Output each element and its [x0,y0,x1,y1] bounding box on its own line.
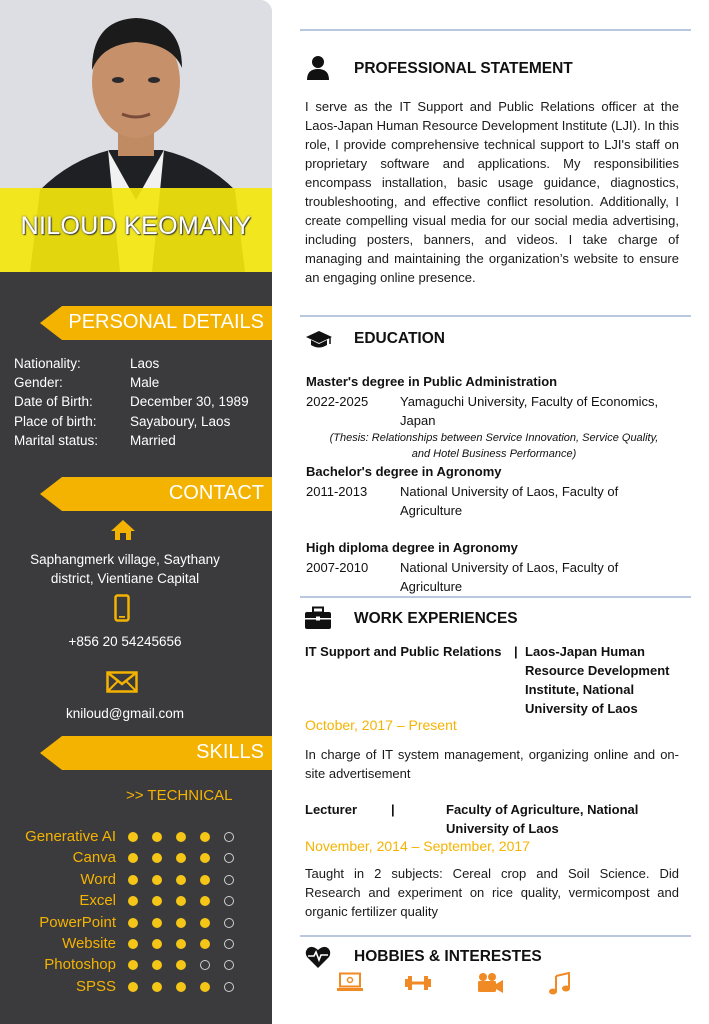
rating-dot-filled [128,853,138,863]
rating-dot-filled [152,960,162,970]
organization-line: Laos-Japan Human [525,644,645,659]
personal-details-banner [40,306,272,340]
skill-name: PowerPoint [39,913,116,931]
rating-dot-filled [128,896,138,906]
rating-dot-empty [224,918,234,928]
divider [300,596,691,598]
job2-date: November, 2014 – September, 2017 [305,838,530,854]
rating-dot-filled [152,832,162,842]
bachelor-degree-title: Bachelor's degree in Agronomy [306,464,502,479]
video-camera-icon [476,972,504,994]
skill-name: Photoshop [44,956,116,974]
job1-description: In charge of IT system management, organizing online and on-site advertisement [305,747,679,781]
skill-name: Excel [79,892,116,910]
rating-dot-filled [176,896,186,906]
personal-details-list [14,354,249,450]
skill-row [0,892,272,913]
rating-dot-filled [200,896,210,906]
organization-line: University of Laos [446,821,559,836]
skill-name: Generative AI [25,828,116,845]
detail-value: Sayaboury, Laos [130,413,231,429]
rating-dot-filled [200,832,210,842]
job2-separator: | [391,802,395,817]
contact-heading: CONTACT [168,482,264,504]
detail-value: December 30, 1989 [130,394,249,410]
detail-label: Gender: [14,375,63,391]
rating-dot-filled [200,918,210,928]
rating-dot-empty [224,853,234,863]
rating-dot-filled [176,982,186,992]
diploma-entry [306,558,690,596]
briefcase-icon [304,606,332,630]
address-line: Saphangmerk village, Saythany [30,552,220,567]
phone-number: +856 20 54245656 [68,634,182,649]
rating-dot-empty [224,982,234,992]
detail-label: Nationality: [14,356,81,371]
professional-statement-text: I serve as the IT Support and Public Relations officer at the Laos-Japan Human Resource Development Institute (LJI). In this role, I provide comprehensive technical support to LJI's staff on proprietary software and applications. My responsibilities encompass installation, basic usage guidance, diagnostics, troubleshooting, and effective conflict resolution. Additionally, I create compelling visual media for our social media advertising, including posters, banners, and videos. I take charge of managing and maintaining the organization’s website to ensure an engaging online presence. [305,99,679,285]
detail-value: Married [130,432,176,448]
skill-row [0,828,272,849]
address-text [0,550,250,588]
graduation-cap-icon [305,330,333,350]
detail-value: Laos [130,356,160,371]
home-icon [110,519,136,541]
detail-row [14,373,249,392]
job2-title: Lecturer [305,802,358,817]
professional-statement-heading: PROFESSIONAL STATEMENT [354,60,573,77]
skill-row [0,914,272,935]
rating-dot-filled [152,918,162,928]
skill-row [0,935,272,956]
rating-dot-filled [200,982,210,992]
institution-line: Agriculture [400,579,463,594]
profile-photo [0,0,272,272]
detail-label: Date of Birth: [14,394,93,410]
personal-details-heading: PERSONAL DETAILS [68,311,264,333]
rating-dot-filled [128,832,138,842]
bachelor-year: 2011-2013 [306,484,368,499]
rating-dot-empty [224,939,234,949]
rating-dot-filled [176,939,186,949]
rating-dot-empty [200,960,210,970]
detail-row [14,431,249,450]
diploma-year: 2007-2010 [306,560,369,575]
thesis-line: and Hotel Business Performance) [411,448,577,460]
institution-line: Japan [400,413,436,428]
divider [300,315,691,317]
rating-dot-filled [200,853,210,863]
skill-name: SPSS [75,977,116,995]
phone-icon [114,594,130,622]
detail-row [14,412,249,431]
rating-dot-empty [224,875,234,885]
skill-name: Website [62,935,116,952]
rating-dot-filled [152,896,162,906]
masters-degree-title: Master's degree in Public Administration [306,374,558,389]
left-sidebar [0,0,272,1024]
mail-icon [106,671,138,693]
rating-dot-empty [224,832,234,842]
skill-row [0,871,272,892]
thesis-note [306,430,682,462]
rating-dot-filled [176,960,186,970]
thesis-line: (Thesis: Relationships between Service Innovation, Service Quality, [329,432,659,444]
detail-row [14,392,249,411]
detail-label: Marital status: [14,432,99,448]
job2-organization [446,800,638,838]
job1-date: October, 2017 – Present [305,717,457,733]
job1-organization [525,642,670,718]
person-name: NILOUD KEOMANY [20,212,252,240]
institution-line: National University of Laos, Faculty of [400,560,619,575]
rating-dot-filled [128,982,138,992]
diploma-degree-title: High diploma degree in Agronomy [306,540,518,555]
rating-dot-filled [128,939,138,949]
institution-line: Agriculture [400,503,463,518]
divider [300,29,691,31]
rating-dot-empty [224,896,234,906]
rating-dot-filled [128,960,138,970]
music-note-icon [548,972,572,996]
technical-subheading: >> TECHNICAL [126,787,233,804]
rating-dot-filled [152,875,162,885]
address-line: district, Vientiane Capital [50,571,200,586]
rating-dot-filled [200,939,210,949]
heart-pulse-icon [305,945,331,969]
skills-banner [40,736,272,770]
rating-dot-filled [152,853,162,863]
detail-label: Place of birth: [14,413,97,429]
rating-dot-filled [176,875,186,885]
rating-dot-filled [176,832,186,842]
rating-dot-filled [176,918,186,928]
rating-dot-filled [200,875,210,885]
education-heading: EDUCATION [354,330,445,347]
job2-description: Taught in 2 subjects: Cereal crop and Soil Science. Did Research and experiment on rice quality, vermicompost and organic fertilizer quality [305,866,679,919]
bachelor-institution [400,482,690,520]
contact-banner [40,477,272,511]
rating-dot-empty [224,960,234,970]
dumbbell-icon [404,974,432,992]
skills-heading: SKILLS [196,741,264,763]
organization-line: Institute, National [525,682,635,697]
job1-separator: | [514,644,518,659]
person-icon [306,55,330,81]
work-heading: WORK EXPERIENCES [354,610,518,627]
skill-name: Canva [72,849,116,867]
hobbies-heading: HOBBIES & INTERESTES [354,948,542,965]
job1-title: IT Support and Public Relations [305,644,502,659]
rating-dot-filled [128,918,138,928]
organization-line: University of Laos [525,701,638,716]
bachelor-entry [306,482,690,520]
skill-row [0,956,272,977]
skill-row [0,978,272,999]
organization-line: Resource Development [525,663,670,678]
skill-row [0,849,272,870]
rating-dot-filled [176,853,186,863]
diploma-institution [400,558,690,596]
institution-line: Yamaguchi University, Faculty of Economics, [400,394,659,409]
masters-year: 2022-2025 [306,394,369,409]
institution-line: National University of Laos, Faculty of [400,484,619,499]
rating-dot-filled [128,875,138,885]
detail-value: Male [130,375,160,391]
divider [300,935,691,937]
organization-line: Faculty of Agriculture, National [446,802,639,817]
skill-name: Word [80,870,116,888]
rating-dot-filled [152,982,162,992]
laptop-icon [336,972,364,994]
masters-entry [306,392,690,430]
detail-row [14,354,249,373]
rating-dot-filled [152,939,162,949]
masters-institution [400,392,690,430]
email-address: kniloud@gmail.com [66,706,184,721]
